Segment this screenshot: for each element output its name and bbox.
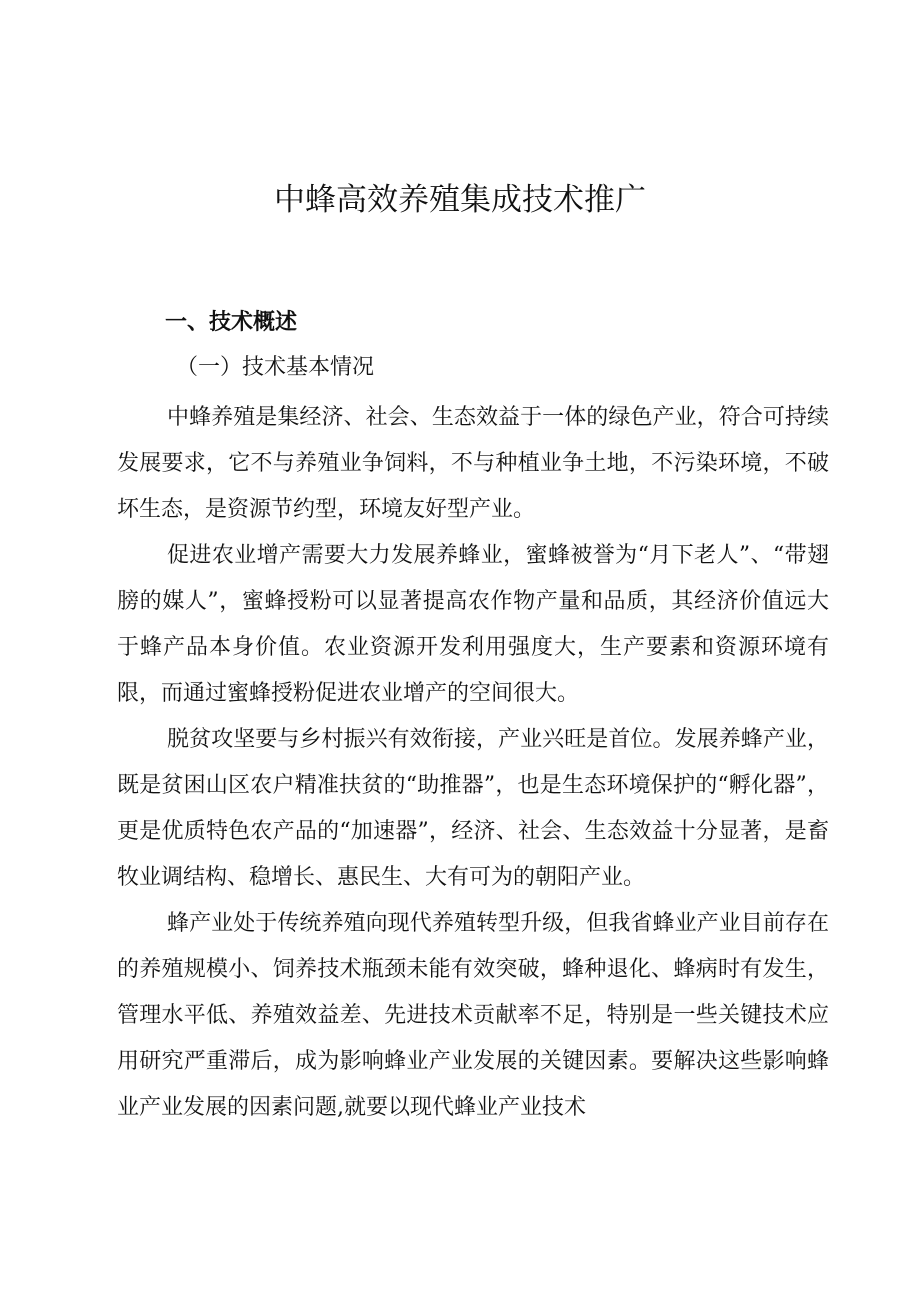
subsection-heading: （一）技术基本情况 [176,355,375,380]
section-heading: 一、技术概述 [165,310,298,335]
body-text [117,395,829,1131]
paragraph-4: 蜂产业处于传统养殖向现代养殖转型升级，但我省蜂业产业目前存在的养殖规模小、饲养技术瓶颈未能有效突破，蜂种退化、蜂病时有发生，管理水平低、养殖效益差、先进技术贡献率不足，特别是一些关键技术应用研究严重滞后，成为影响蜂业产业发展的关键因素。要解决这些影响蜂业产业发展的因素问题,就要以现代蜂业产业技术 [117,911,829,1120]
paragraph-1: 中蜂养殖是集经济、社会、生态效益于一体的绿色产业，符合可持续发展要求，它不与养殖业争饲料，不与种植业争土地，不污染环境，不破坏生态，是资源节约型，环境友好型产业。 [117,405,829,522]
paragraph-2: 促进农业增产需要大力发展养蜂业，蜜蜂被誉为“月下老人”、“带翅膀的媒人”，蜜蜂授粉可以显著提高农作物产量和品质，其经济价值远大于蜂产品本身价值。农业资源开发利用强度大，生产要素和资源环境有限，而通过蜜蜂授粉促进农业增产的空间很大。 [117,543,829,706]
document-title: 中蜂高效养殖集成技术推广 [274,182,646,218]
paragraph-3: 脱贫攻坚要与乡村振兴有效衔接，产业兴旺是首位。发展养蜂产业，既是贫困山区农户精准扶贫的“助推器”，也是生态环境保护的“孵化器”，更是优质特色农产品的“加速器”，经济、社会、生态效益十分显著，是畜牧业调结构、稳增长、惠民生、大有可为的朝阳产业。 [117,727,829,890]
